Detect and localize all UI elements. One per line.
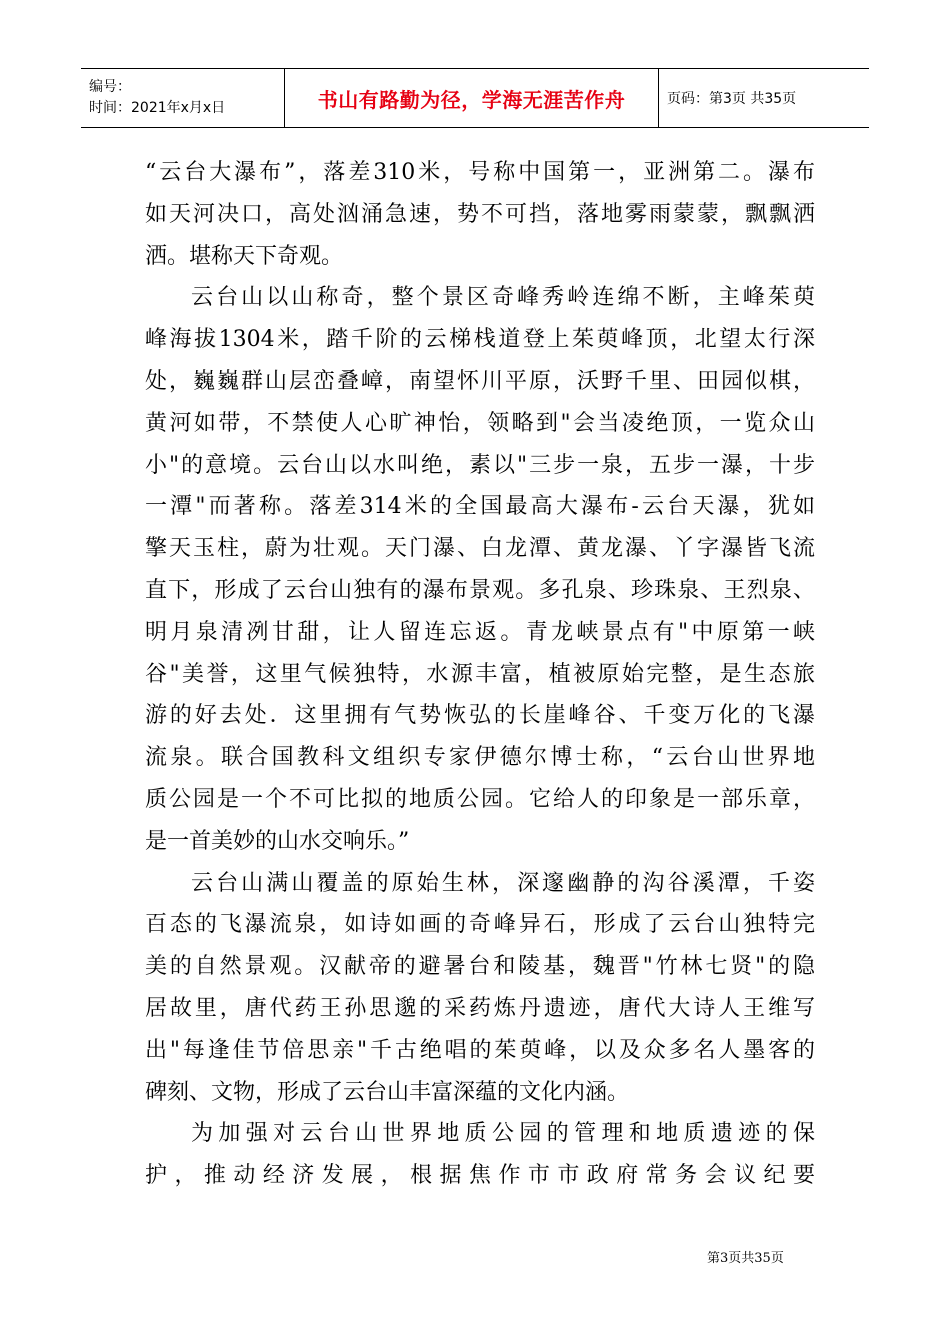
document-time-label: 时间：2021年x月x日 xyxy=(89,100,226,116)
text-line: 擎天玉柱，蔚为壮观。天门瀑、白龙潭、黄龙瀑、丫字瀑皆飞流 xyxy=(145,536,815,562)
text-line: 一潭"而著称。落差314米的全国最高大瀑布-云台天瀑，犹如 xyxy=(145,494,815,520)
document-number-label: 编号： xyxy=(89,79,131,95)
text-line: 云台山满山覆盖的原始生林，深邃幽静的沟谷溪潭，千姿 xyxy=(191,870,815,896)
page-footer: 第3页共35页 xyxy=(707,1251,784,1266)
text-line: 黄河如带，不禁使人心旷神怡，领略到"会当凌绝顶，一览众山 xyxy=(145,410,815,436)
text-line: 美的自然景观。汉献帝的避暑台和陵基，魏晋"竹林七贤"的隐 xyxy=(145,954,815,980)
text-line: 百态的飞瀑流泉，如诗如画的奇峰异石，形成了云台山独特完 xyxy=(145,912,815,938)
text-line: 谷"美誉，这里气候独特，水源丰富，植被原始完整，是生态旅 xyxy=(145,661,815,687)
text-line: 质公园是一个不可比拟的地质公园。它给人的印象是一部乐章， xyxy=(145,786,815,812)
text-line: 流泉。联合国教科文组织专家伊德尔博士称，“云台山世界地 xyxy=(145,745,815,771)
header-motto-cell xyxy=(285,69,659,127)
text-line: “云台大瀑布”，落差310米，号称中国第一，亚洲第二。瀑布 xyxy=(145,160,815,185)
page-header xyxy=(81,68,869,128)
text-line: 直下，形成了云台山独有的瀑布景观。多孔泉、珍珠泉、王烈泉、 xyxy=(145,577,815,603)
text-line: 为加强对云台山世界地质公园的管理和地质遗迹的保 xyxy=(191,1121,815,1147)
header-page-cell xyxy=(659,69,869,127)
text-line: 洒。堪称天下奇观。 xyxy=(145,243,344,269)
text-line: 碑刻、文物，形成了云台山丰富深蕴的文化内涵。 xyxy=(145,1079,630,1105)
text-line: 出"每逢佳节倍思亲"千古绝唱的茱萸峰，以及众多名人墨客的 xyxy=(145,1037,815,1063)
text-line: 居故里，唐代药王孙思邈的采药炼丹遗迹，唐代大诗人王维写 xyxy=(145,995,815,1021)
text-line: 游的好去处．这里拥有气势恢弘的长崖峰谷、千变万化的飞瀑 xyxy=(145,703,815,729)
document-body xyxy=(145,152,815,1197)
text-line: 云台山以山称奇，整个景区奇峰秀岭连绵不断，主峰茱萸 xyxy=(191,285,815,311)
text-line: 护，推动经济发展，根据焦作市市政府常务会议纪要 xyxy=(145,1163,815,1189)
header-motto: 书山有路勤为径，学海无涯苦作舟 xyxy=(317,87,626,112)
text-line: 峰海拔1304米，踏千阶的云梯栈道登上茱萸峰顶，北望太行深 xyxy=(145,327,815,353)
text-line: 明月泉清冽甘甜，让人留连忘返。青龙峡景点有"中原第一峡 xyxy=(145,619,815,645)
text-line: 如天河决口，高处汹涌急速，势不可挡，落地雾雨蒙蒙，飘飘洒 xyxy=(145,201,815,227)
text-line: 是一首美妙的山水交响乐。” xyxy=(145,828,410,854)
text-line: 处，巍巍群山层峦叠嶂，南望怀川平原，沃野千里、田园似棋， xyxy=(145,368,815,394)
text-line: 小"的意境。云台山以水叫绝，素以"三步一泉，五步一瀑，十步 xyxy=(145,452,815,478)
header-page-info: 页码：第3页 共35页 xyxy=(667,91,797,107)
header-meta-cell xyxy=(81,69,285,127)
